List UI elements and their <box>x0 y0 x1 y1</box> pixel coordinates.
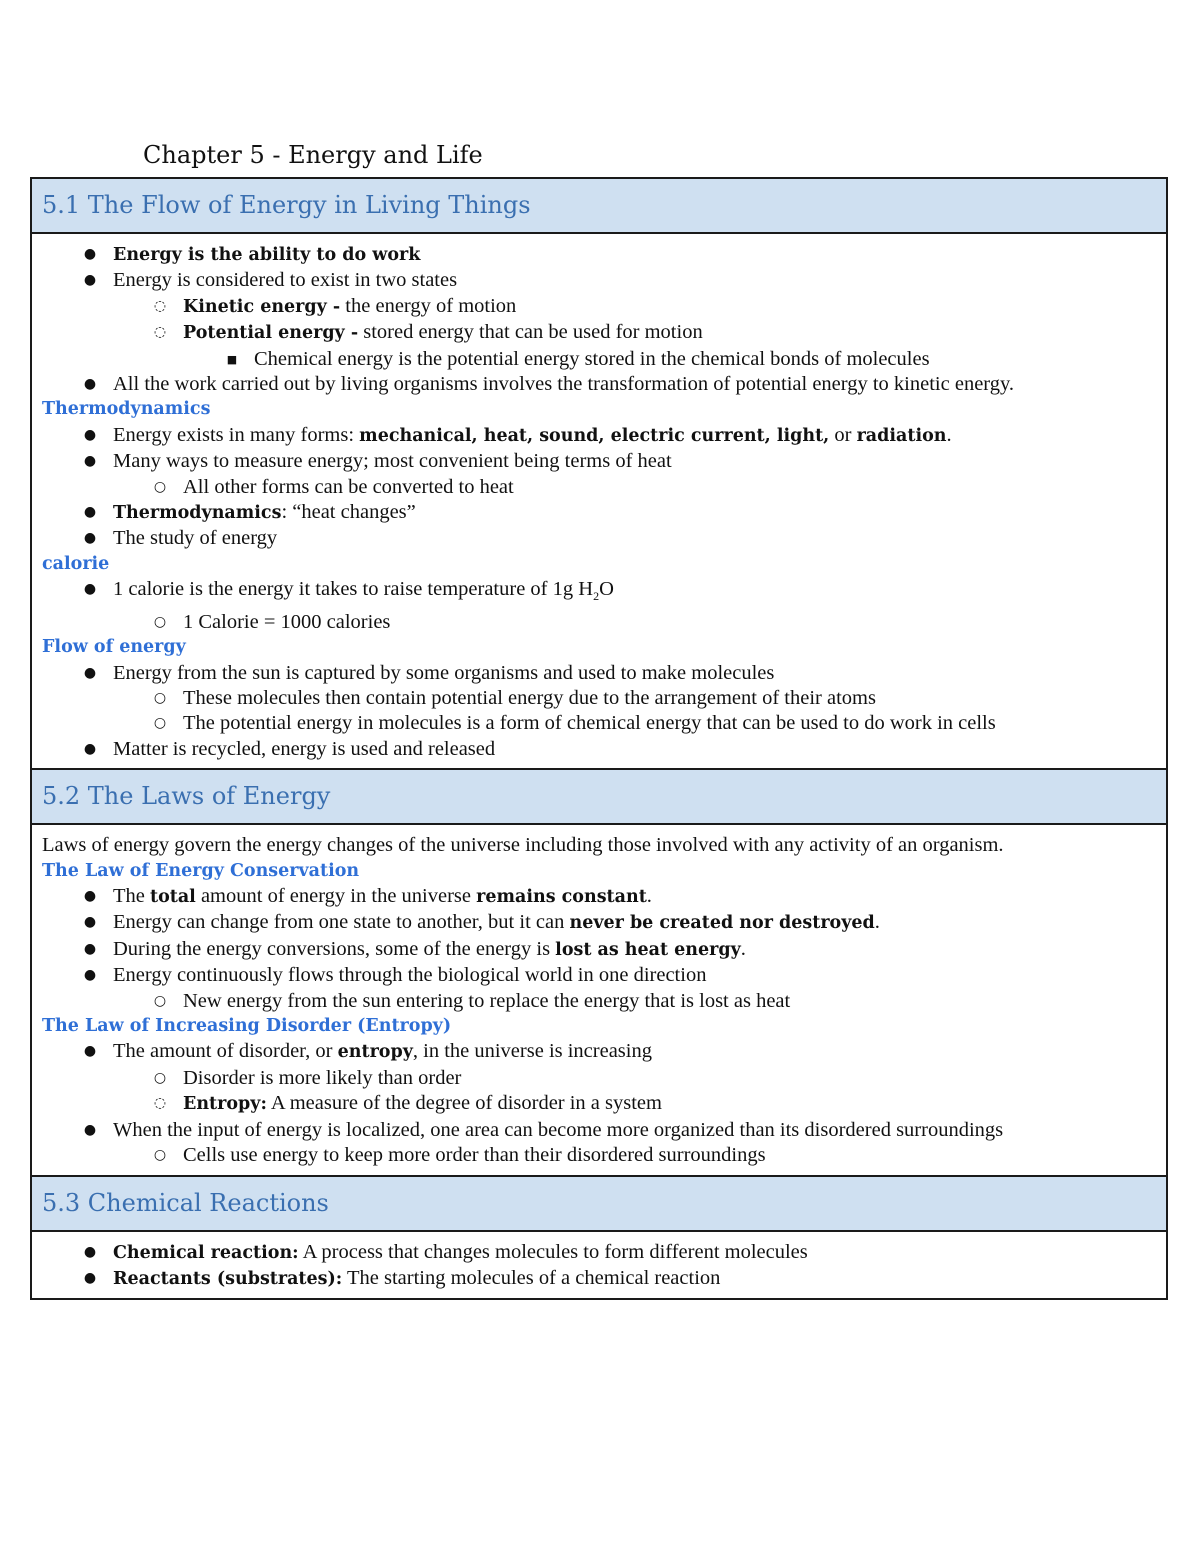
list-item: ● Energy from the sun is captured by some organisms and used to make molecules <box>42 661 1156 686</box>
list-item: ● Energy can change from one state to another, but it can never be created nor destroyed. <box>42 910 1156 936</box>
subheading-thermodynamics: Thermodynamics <box>42 399 211 420</box>
hollow-bullet-icon: ◌ <box>153 1095 167 1112</box>
list-item: ● 1 calorie is the energy it takes to raise temperature of 1g $H_2O$ <box>42 577 1156 610</box>
bullet-icon: ● <box>83 453 97 470</box>
intro-paragraph: Laws of energy govern the energy changes of the universe including those involved with any activity of an organism. <box>42 834 1004 857</box>
bullet-icon: ● <box>83 1121 97 1138</box>
list <box>42 1240 1156 1293</box>
list <box>42 661 1156 763</box>
list <box>42 577 1156 635</box>
list-item: ● When the input of energy is localized, one area can become more organized than its disordered surroundings <box>42 1118 1156 1143</box>
list-item: ● Many ways to measure energy; most convenient being terms of heat <box>42 449 1156 474</box>
subheading-entropy: The Law of Increasing Disorder (Entropy) <box>42 1016 452 1037</box>
list <box>42 1039 1156 1168</box>
list-item: ○ Cells use energy to keep more order than their disordered surroundings <box>42 1143 1156 1168</box>
list-item: ○ All other forms can be converted to heat <box>42 475 1156 500</box>
list-item: ○ The potential energy in molecules is a form of chemical energy that can be used to do work in cells <box>42 711 1156 736</box>
bullet-icon: ● <box>83 246 97 262</box>
bullet-icon: ● <box>83 376 97 393</box>
list-item: ● All the work carried out by living organisms involves the transformation of potential energy to kinetic energy. <box>42 372 1156 397</box>
bullet-icon: ● <box>83 1243 97 1260</box>
bullet-icon: ● <box>83 504 97 521</box>
bullet-icon: ● <box>83 967 97 984</box>
bullet-icon: ● <box>83 426 97 443</box>
hollow-bullet-icon: ○ <box>153 715 167 732</box>
subheading-calorie: calorie <box>42 553 110 574</box>
list-item: ● Energy exists in many forms: mechanical, heat, sound, electric current, light, or radiation. <box>42 423 1156 449</box>
square-bullet-icon: ■ <box>226 352 238 366</box>
list-item: ○ 1 Calorie = 1000 calories <box>42 610 1156 635</box>
subheading-flow-of-energy: Flow of energy <box>42 637 186 658</box>
section-5-3-title: 5.3 Chemical Reactions <box>32 1177 1166 1232</box>
bullet-icon: ● <box>83 1043 97 1060</box>
list-item: ● During the energy conversions, some of the energy is lost as heat energy. <box>42 937 1156 963</box>
list <box>42 423 1156 552</box>
hollow-bullet-icon: ○ <box>153 613 167 630</box>
list-item: ● Energy continuously flows through the biological world in one direction <box>42 963 1156 988</box>
hollow-bullet-icon: ◌ <box>153 297 167 314</box>
notes-table <box>30 177 1168 1300</box>
hollow-bullet-icon: ◌ <box>153 324 167 341</box>
list <box>42 242 1156 397</box>
section-5-2-body <box>32 825 1166 1176</box>
list-item: ● Reactants (substrates): The starting molecules of a chemical reaction <box>42 1266 1156 1292</box>
list-item: ■ Chemical energy is the potential energy stored in the chemical bonds of molecules <box>42 347 1156 372</box>
list-item: ● The amount of disorder, or entropy, in the universe is increasing <box>42 1039 1156 1065</box>
hollow-bullet-icon: ○ <box>153 1147 167 1164</box>
hollow-bullet-icon: ○ <box>153 992 167 1009</box>
chapter-title: Chapter 5 - Energy and Life <box>143 141 483 169</box>
list-item: ● Thermodynamics: “heat changes” <box>42 500 1156 526</box>
section-5-2-title: 5.2 The Laws of Energy <box>32 770 1166 825</box>
list-item: ● Energy is considered to exist in two states <box>42 268 1156 293</box>
hollow-bullet-icon: ○ <box>153 478 167 495</box>
hollow-bullet-icon: ○ <box>153 690 167 706</box>
subheading-energy-conservation: The Law of Energy Conservation <box>42 860 360 881</box>
bullet-icon: ● <box>83 664 97 681</box>
section-5-1-title: 5.1 The Flow of Energy in Living Things <box>32 179 1166 234</box>
list-item: ◌ Kinetic energy - the energy of motion <box>42 294 1156 320</box>
list-item: ◌ Potential energy - stored energy that can be used for motion <box>42 320 1156 346</box>
bullet-icon: ● <box>83 530 97 547</box>
list-item: ○ New energy from the sun entering to replace the energy that is lost as heat <box>42 989 1156 1014</box>
list-item: ○ Disorder is more likely than order <box>42 1066 1156 1091</box>
list-item: ◌ Entropy: A measure of the degree of disorder in a system <box>42 1091 1156 1117</box>
bullet-icon: ● <box>83 914 97 931</box>
list-item: ● The study of energy <box>42 526 1156 551</box>
list-item: ● Chemical reaction: A process that changes molecules to form different molecules <box>42 1240 1156 1266</box>
bullet-icon: ● <box>83 888 97 905</box>
bullet-icon: ● <box>83 272 97 289</box>
bullet-icon: ● <box>83 940 97 957</box>
hollow-bullet-icon: ○ <box>153 1069 167 1086</box>
list-item: ● The total amount of energy in the universe remains constant. <box>42 884 1156 910</box>
section-5-3-body <box>32 1232 1166 1299</box>
list-item: ● Energy is the ability to do work <box>42 242 1156 268</box>
bullet-icon: ● <box>83 1269 97 1286</box>
section-5-1-body <box>32 234 1166 770</box>
list-item: ● Matter is recycled, energy is used and released <box>42 737 1156 762</box>
list <box>42 884 1156 1014</box>
bullet-icon: ● <box>83 740 97 757</box>
list-item: ○ These molecules then contain potential energy due to the arrangement of their atoms <box>42 686 1156 711</box>
bullet-icon: ● <box>83 581 97 598</box>
